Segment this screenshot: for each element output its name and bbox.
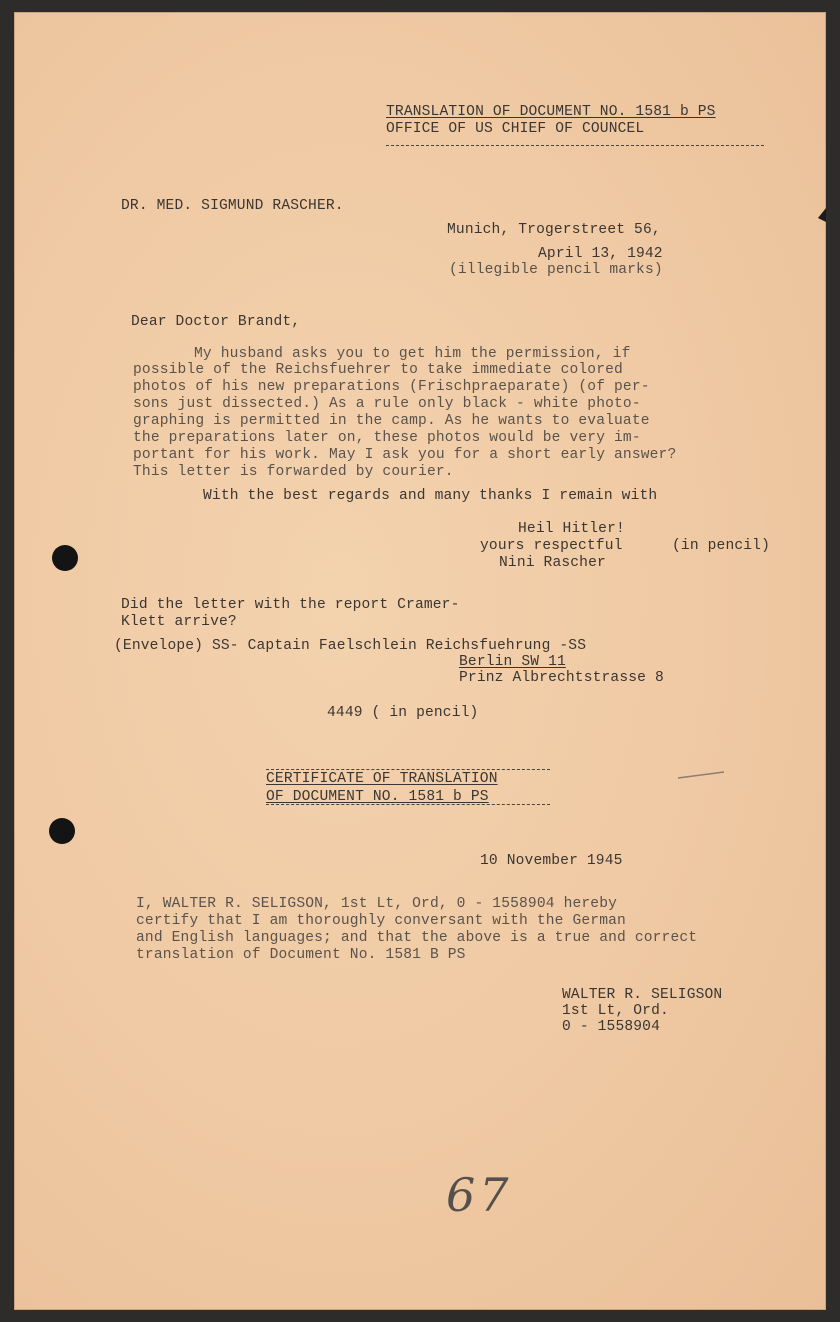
certificate-body-line: I, WALTER R. SELIGSON, 1st Lt, Ord, 0 - 1558904 hereby xyxy=(136,896,618,912)
certifier-name: WALTER R. SELIGSON xyxy=(562,987,723,1003)
certificate-body-line: translation of Document No. 1581 B PS xyxy=(136,947,466,963)
envelope-street: Prinz Albrechtstrasse 8 xyxy=(459,670,664,686)
header-title: TRANSLATION OF DOCUMENT NO. 1581 b PS xyxy=(386,104,716,120)
pencil-stroke xyxy=(676,768,728,782)
header-office: OFFICE OF US CHIEF OF COUNCEL xyxy=(386,121,645,137)
signoff-respect: yours respectful xyxy=(480,538,623,554)
certificate-date: 10 November 1945 xyxy=(480,853,623,869)
body-line: My husband asks you to get him the permission, if xyxy=(194,346,631,362)
postscript-line: Did the letter with the report Cramer- xyxy=(121,597,460,613)
body-line: This letter is forwarded by courier. xyxy=(133,464,454,480)
envelope-addressee: (Envelope) SS- Captain Faelschlein Reichsfuehrung -SS xyxy=(114,638,587,654)
letter-date: April 13, 1942 xyxy=(538,246,663,262)
body-line: possible of the Reichsfuehrer to take immediate colored xyxy=(133,362,623,378)
signer-name: Nini Rascher xyxy=(499,555,606,571)
certifier-rank: 1st Lt, Ord. xyxy=(562,1003,669,1019)
certificate-subtitle: OF DOCUMENT NO. 1581 b PS xyxy=(266,789,489,805)
signoff-pencil-note: (in pencil) xyxy=(672,538,770,554)
certificate-body-line: certify that I am thoroughly conversant with the German xyxy=(136,913,626,929)
punch-hole-bottom xyxy=(49,818,75,844)
sender-address: Munich, Trogerstreet 56, xyxy=(447,222,661,238)
closing-line: With the best regards and many thanks I remain with xyxy=(203,488,658,504)
certificate-body-line: and English languages; and that the above is a true and correct xyxy=(136,930,698,946)
punch-hole-top xyxy=(52,545,78,571)
postscript-line: Klett arrive? xyxy=(121,614,237,630)
body-line: sons just dissected.) As a rule only black - white photo- xyxy=(133,396,641,412)
signoff-greeting: Heil Hitler! xyxy=(518,521,625,537)
envelope-city: Berlin SW 11 xyxy=(459,654,566,670)
certificate-title: CERTIFICATE OF TRANSLATION xyxy=(266,771,498,787)
certificate-bottom-rule xyxy=(266,804,550,805)
header-rule xyxy=(386,145,764,146)
body-line: the preparations later on, these photos would be very im- xyxy=(133,430,641,446)
salutation: Dear Doctor Brandt, xyxy=(131,314,301,330)
edge-mark xyxy=(816,206,828,224)
body-line: graphing is permitted in the camp. As he wants to evaluate xyxy=(133,413,650,429)
handwritten-page-number: 67 xyxy=(446,1168,513,1222)
certificate-top-rule xyxy=(266,769,550,770)
certifier-number: 0 - 1558904 xyxy=(562,1019,660,1035)
body-line: portant for his work. May I ask you for a short early answer? xyxy=(133,447,677,463)
body-line: photos of his new preparations (Frischpraeparate) (of per- xyxy=(133,379,650,395)
pencil-number: 4449 ( in pencil) xyxy=(327,705,479,721)
pencil-marks-note: (illegible pencil marks) xyxy=(449,262,663,278)
sender-name: DR. MED. SIGMUND RASCHER. xyxy=(121,198,344,214)
